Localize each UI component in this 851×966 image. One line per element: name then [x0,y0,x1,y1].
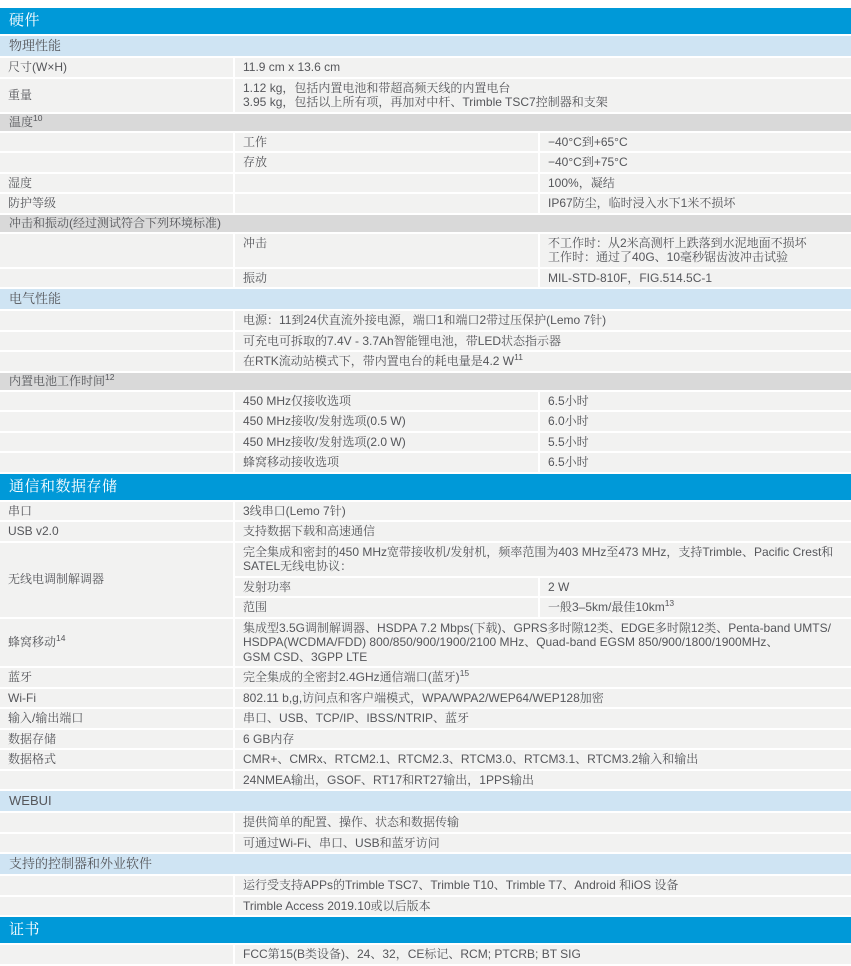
text-line: 完全集成和密封的450 MHz宽带接收机/发射机，频率范围为403 MHz至473 MHz，支持Trimble、Pacific Crest和 [243,544,834,559]
text-line [243,176,530,191]
text-line: 工作时：通过了40G、10毫秒锯齿波冲击试验 [548,250,789,264]
row-value-cell [540,392,851,411]
spec-row [0,502,851,521]
subheader-band-label: 物理性能 [9,38,62,53]
spec-subrow [235,598,851,617]
row-value-cell [540,133,851,152]
row-label-cell [0,153,233,172]
section-band-label: 通信和数据存储 [9,477,118,495]
text-line: 可充电可拆取的7.4V - 3.7Ah智能锂电池，带LED状态指示器 [243,333,562,348]
spec-row [0,543,851,617]
row-mid-cell [235,79,851,112]
row-mid-cell [235,234,538,267]
row-label-cell [0,730,233,749]
text-line: 串口、USB、TCP/IP、IBSS/NTRIP、蓝牙 [243,711,470,725]
row-value-cell [540,453,851,472]
text-line: 3线串口(Lemo 7针) [243,503,346,518]
row-mid-cell [235,269,538,288]
row-label-cell [0,58,233,77]
row-content [235,543,851,617]
row-mid-cell [235,730,851,749]
row-label-cell [0,813,233,832]
subheader-band [0,36,851,56]
row-mid-cell [235,352,851,371]
subheader-band [0,791,851,811]
text-line: 11.9 cm x 13.6 cm [243,60,341,74]
row-value-cell [540,412,851,431]
text-line: 湿度 [8,175,33,190]
row-label-cell [0,194,233,213]
row-mid-cell [235,813,851,832]
text-line: 工作 [243,134,268,149]
row-label-cell [0,412,233,431]
text-line: 802.11 b,g,访问点和客户端模式，WPA/WPA2/WEP64/WEP128加密 [243,690,604,705]
text-line: 450 MHz接收/发射选项(0.5 W) [243,414,406,428]
spec-row [0,771,851,790]
text-line: 重量 [8,87,33,102]
text-line: 1.12 kg，包括内置电池和带超高频天线的内置电台 [243,80,511,95]
row-label-cell [0,543,233,617]
row-label-cell [0,332,233,351]
text-line [243,196,530,211]
spec-row [0,945,851,964]
group-band-label: 冲击和振动(经过测试符合下列环境标准) [9,215,221,230]
row-label-cell [0,133,233,152]
row-mid-cell [235,897,851,916]
subheader-band-label: 电气性能 [9,291,62,306]
group-band [0,373,851,390]
text-line: 发射功率 [243,579,292,594]
group-band-label: 内置电池工作时间$^{12}$ [9,372,115,388]
row-mid-cell [235,433,538,452]
row-label-cell [0,897,233,916]
row-label-cell [0,502,233,521]
text-line: Wi-Fi [8,690,36,705]
row-mid-cell [235,392,538,411]
row-label-cell [0,79,233,112]
text-line: 一般3–5km/最佳$10km^{13}$ [548,598,675,614]
group-band-label: 温度$^{10}$ [9,113,43,129]
text-line: 蜂窝移动接收选项 [243,455,340,469]
row-mid-cell [235,311,851,330]
text-line: HSDPA(WCDMA/FDD) 800/850/900/1900/2100 MHz、Quad-band EGSM 850/900/1800/1900MHz、 [243,635,779,649]
text-line: 尺寸(W×H) [8,60,67,74]
row-value-cell [540,269,851,288]
text-line: MIL-STD-810F，FIG.514.5C-1 [548,270,713,285]
row-label-cell [0,750,233,769]
spec-row [0,311,851,330]
row-mid-cell [235,522,851,541]
spec-row [0,522,851,541]
spec-row [0,750,851,769]
text-line: 无线电调制解调器 [8,572,105,587]
spec-row [0,194,851,213]
text-line: Trimble Access 2019.10或以后版本 [243,898,431,913]
row-mid-cell [235,709,851,728]
spec-row [0,174,851,193]
text-line: 完全集成的全密封2.4GHz通信端口(蓝牙)$^{15}$ [243,668,470,684]
text-line: 运行受支持APPs的Trimble TSC7、Trimble T10、Trimble T7、Android 和iOS 设备 [243,878,679,892]
row-mid-cell [235,834,851,853]
spec-row [0,668,851,687]
row-label-cell [0,876,233,895]
text-line: 存放 [243,155,268,169]
spec-row [0,392,851,411]
section-band [0,917,851,943]
row-mid-cell [235,153,538,172]
row-mid-cell [235,689,851,708]
spec-row [0,834,851,853]
text-line: IP67防尘，临时浸入水下1米不损坏 [548,196,736,210]
row-label-cell [0,619,233,667]
row-label-cell [0,174,233,193]
section-band-label: 硬件 [9,12,41,29]
row-mid-cell [235,619,851,667]
row-label-cell [0,234,233,267]
row-mid-cell [235,668,851,687]
text-line: 提供简单的配置、操作、状态和数据传输 [243,815,460,829]
text-line: 6.0小时 [548,414,589,428]
text-line: 电源：11到24伏直流外接电源，端口1和端口2带过压保护(Lemo 7针) [243,313,607,327]
text-line: SATEL无线电协议： [243,559,353,573]
row-mid-cell [235,194,538,213]
text-line: 24NMEA输出，GSOF、RT17和RT27输出，1PPS输出 [243,772,534,787]
section-band [0,474,851,500]
text-line: 蓝牙 [8,670,33,684]
row-mid-cell [235,453,538,472]
subheader-band-label: 支持的控制器和外业软件 [9,856,153,871]
group-band [0,215,851,232]
subheader-band [0,854,851,874]
row-mid-cell [235,133,538,152]
text-line: 5.5小时 [548,434,589,449]
row-label-cell [0,689,233,708]
row-mid-cell [235,945,851,964]
row-label-cell [0,392,233,411]
text-line: 3.95 kg，包括以上所有项，再加对中杆、Trimble TSC7控制器和支架 [243,95,608,109]
subheader-band [0,289,851,309]
text-line: 冲击 [243,235,268,250]
row-mid-cell [235,876,851,895]
row-mid-cell [235,174,538,193]
spec-row [0,813,851,832]
text-line: 6.5小时 [548,393,589,408]
row-value-cell [540,153,851,172]
spec-row [0,412,851,431]
text-line: 支持数据下载和高速通信 [243,524,376,538]
text-line: 输入/输出端口 [8,711,84,725]
row-mid-cell [235,771,851,790]
subrow-label-cell [235,598,538,617]
text-line: 6.5小时 [548,455,589,469]
text-line: 不工作时：从2米高测杆上跌落到水泥地面不损坏 [548,235,807,250]
text-line: 100%，凝结 [548,175,615,190]
spec-row [0,897,851,916]
text-line: 蜂窝移动$^{14}$ [8,633,66,649]
spec-row [0,234,851,267]
row-label-cell [0,945,233,964]
row-mid-cell [235,412,538,431]
row-mid-cell [235,750,851,769]
row-label-cell [0,668,233,687]
text-line: 可通过Wi-Fi、串口、USB和蓝牙访问 [243,835,440,850]
text-line: 防护等级 [8,196,57,210]
row-label-cell [0,453,233,472]
text-line: 数据格式 [8,752,57,766]
text-line: 在RTK流动站模式下，带内置电台的耗电量是4.2 $W^{11}$ [243,352,523,368]
spec-row [0,133,851,152]
spec-row [0,709,851,728]
text-line: GSM CSD、3GPP LTE [243,649,368,664]
text-line: 450 MHz接收/发射选项(2.0 W) [243,434,406,449]
row-mid-cell [235,58,851,77]
row-label-cell [0,269,233,288]
row-value-cell [540,194,851,213]
row-value-cell [540,433,851,452]
spec-row [0,730,851,749]
row-label-cell [0,834,233,853]
text-line: 集成型3.5G调制解调器、HSDPA 7.2 Mbps(下载)、GPRS多时隙12类、EDGE多时隙12类、Penta-band UMTS/ [243,620,831,635]
text-line: 450 MHz仅接收选项 [243,393,352,408]
spec-row [0,876,851,895]
row-label-cell [0,709,233,728]
spec-row [0,79,851,112]
spec-row [0,269,851,288]
group-band [0,114,851,131]
spec-row [0,689,851,708]
row-value-cell [540,174,851,193]
text-line: −40°C到+75°C [548,155,628,169]
text-line: 6 GB内存 [243,731,295,746]
text-line: 串口 [8,503,33,518]
row-mid-cell [235,502,851,521]
spec-row [0,352,851,371]
spec-row [0,58,851,77]
text-line: USB v2.0 [8,524,59,538]
section-band [0,8,851,34]
text-line: 2 W [548,579,570,594]
section-band-label: 证书 [9,921,41,938]
text-line: FCC第15(B类设备)、24、32，CE标记、RCM; PTCRB; BT SIG [243,947,581,961]
text-line: 数据存储 [8,731,57,746]
row-mid-cell [235,332,851,351]
spec-row [0,433,851,452]
row-label-cell [0,311,233,330]
row-label-cell [0,352,233,371]
subrow-value-cell [540,578,851,597]
subrow-value-cell [540,598,851,617]
row-value-cell [540,234,851,267]
subheader-band-label: WEBUI [9,793,52,808]
spec-row [0,332,851,351]
subrow-label-cell [235,578,538,597]
text-line: 振动 [243,270,268,285]
spec-row [0,619,851,667]
text-line: 范围 [243,600,268,614]
text-line: CMR+、CMRx、RTCM2.1、RTCM2.3、RTCM3.0、RTCM3.1、RTCM3.2输入和输出 [243,752,699,766]
row-value-cell [235,543,851,576]
spec-subrow [235,578,851,597]
row-label-cell [0,433,233,452]
spec-row [0,453,851,472]
row-label-cell [0,771,233,790]
spec-row [0,153,851,172]
text-line: −40°C到+65°C [548,134,628,149]
row-label-cell [0,522,233,541]
